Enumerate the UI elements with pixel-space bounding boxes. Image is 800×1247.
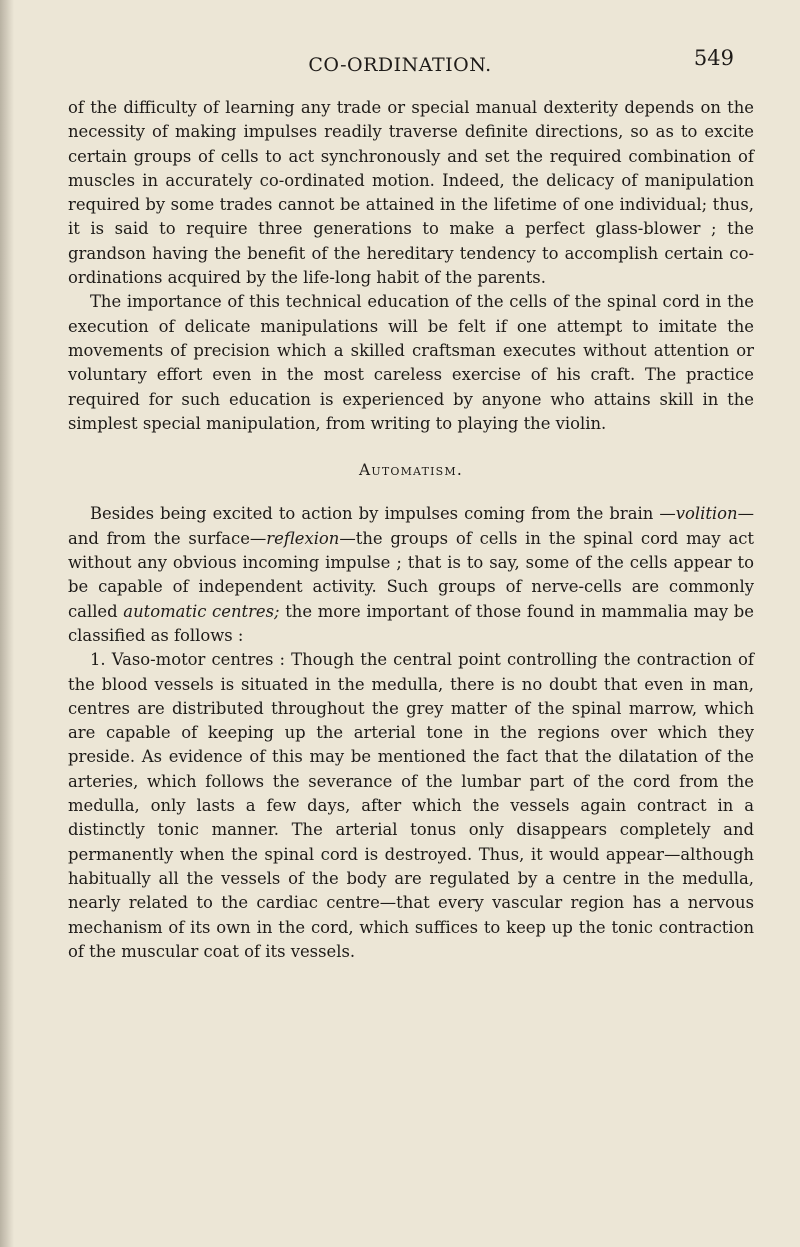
page-edge-shadow <box>0 0 14 1247</box>
paragraph-vaso-motor: 1. Vaso-motor centres : Though the central point controlling the contraction of the blood vessels is situated in the medulla, there is no doubt that even in man, centres are distributed throughout the grey matter of the spinal marrow, which are capable of keeping up the arterial tone in the regions over which they preside. As evidence of this may be mentioned the fact that the dilatation of the arteries, which follows the severance of the lumbar part of the cord from the medulla, only lasts a few days, after which the vessels again contract in a distinctly tonic manner. The arterial tonus only disappears completely and permanently when the spinal cord is destroyed. Thus, it would appear—although habitually all the vessels of the body are regulated by a centre in the medulla, nearly related to the cardiac centre—that every vascular region has a nervous mechanism of its own in the cord, which suffices to keep up the tonic contraction of the muscular coat of its vessels. <box>68 650 754 961</box>
paragraph-technical-education: The importance of this technical education of the cells of the spinal cord in the execution of delicate manipulations will be felt if one attempt to imitate the movements of precision which a skilled craftsman executes without attention or voluntary effort even in the most careless exercise of his craft. The practice required for such education is experienced by anyone who attains skill in the simplest special manipulation, from writing to playing the violin. <box>68 292 754 433</box>
text-run: the more important of those found in mammalia may be classified as follows : <box>68 601 754 645</box>
italic-term-reflexion: reflexion <box>266 528 340 548</box>
text-run: —the groups of cells in the spinal cord may act without any obvious incoming impulse ; that is to say, some of the cells appear to be capable of independent activity. Such groups of nerve-cells are commonly called <box>68 528 754 621</box>
italic-term-automatic-centres: automatic centres; <box>123 601 280 621</box>
section-heading: Automatism. <box>358 461 464 480</box>
text-run: —and from the surface— <box>68 504 754 548</box>
body-text <box>68 96 754 964</box>
running-head: CO-ORDINATION. <box>308 54 492 76</box>
italic-term-volition: volition <box>675 504 738 524</box>
paragraph-continued: of the difficulty of learning any trade or special manual dexterity depends on the necessity of making impulses readily traverse definite directions, so as to excite certain groups of cells to act synchronously and set the required combination of muscles in accurately co-ordinated motion. Indeed, the delicacy of manipulation required by some trades cannot be attained in the lifetime of one individual; thus, it is said to require three generations to make a perfect glass-blower ; the grandson having the benefit of the hereditary tendency to accomplish certain co-ordinations acquired by the life-long habit of the parents. <box>68 98 754 288</box>
paragraph-automatism <box>68 502 754 648</box>
page-number: 549 <box>693 46 734 70</box>
page-header <box>0 46 800 84</box>
text-run: Besides being excited to action by impulses coming from the brain — <box>90 504 676 524</box>
